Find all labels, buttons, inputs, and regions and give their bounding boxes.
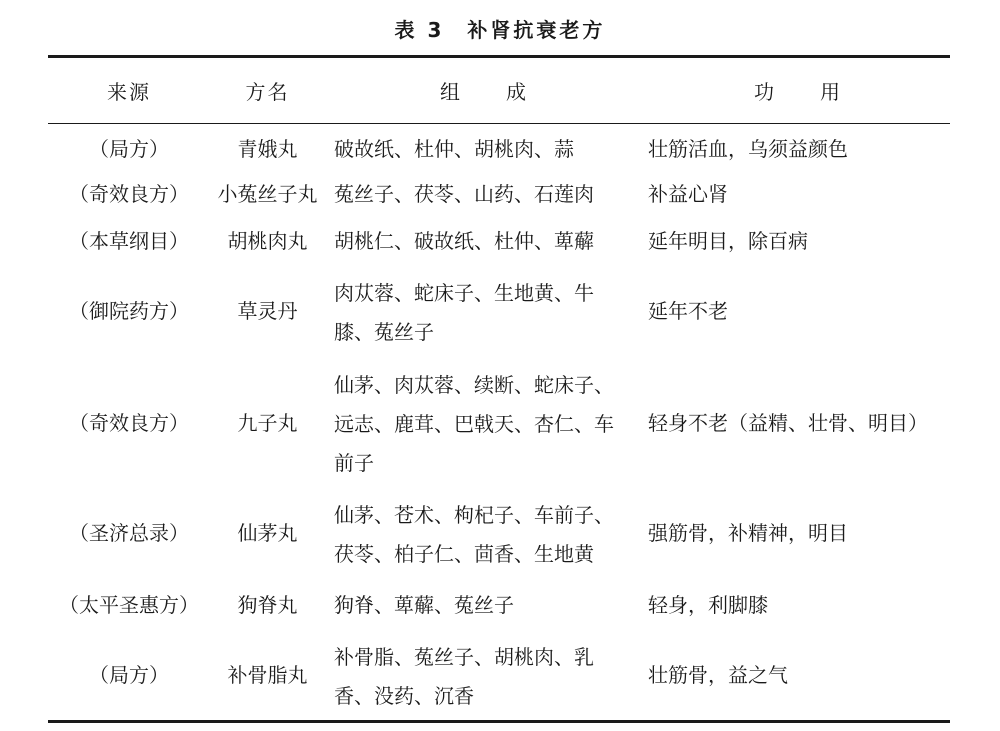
row-composition: [334, 638, 634, 716]
row-function: 轻身，利脚膝: [648, 593, 768, 617]
bottom-rule: [48, 720, 950, 723]
row-source: （御院药方）: [69, 299, 189, 323]
row-function: 补益心肾: [648, 182, 728, 206]
composition-line: 破故纸、杜仲、胡桃肉、蒜: [334, 137, 574, 161]
composition-line: 茯苓、柏子仁、茴香、生地黄: [334, 542, 594, 566]
row-composition: [334, 274, 634, 352]
composition-line: 前子: [334, 451, 374, 475]
composition-line: 远志、鹿茸、巴戟天、杏仁、车: [334, 412, 614, 436]
row-composition: [334, 496, 634, 574]
composition-line: 补骨脂、菟丝子、胡桃肉、乳: [334, 645, 594, 669]
row-source: （奇效良方）: [69, 182, 189, 206]
row-name: 胡桃肉丸: [227, 229, 308, 253]
row-name: 小菟丝子丸: [217, 182, 318, 206]
row-name: 补骨脂丸: [227, 663, 308, 687]
row-source: （圣济总录）: [69, 521, 189, 545]
row-function: 延年明目，除百病: [648, 229, 808, 253]
row-source: （局方）: [89, 137, 169, 161]
row-source: （奇效良方）: [69, 411, 189, 435]
composition-line: 胡桃仁、破故纸、杜仲、萆薢: [334, 229, 594, 253]
row-function: 强筋骨，补精神，明目: [648, 521, 848, 545]
top-rule: [48, 55, 950, 58]
row-composition: [334, 586, 634, 625]
row-source: （局方）: [89, 663, 169, 687]
header-name: 方名: [245, 80, 290, 104]
header-source: 来源: [107, 80, 151, 104]
row-source: （本草纲目）: [69, 229, 189, 253]
composition-line: 香、没药、沉香: [334, 684, 474, 708]
composition-line: 肉苁蓉、蛇床子、生地黄、牛: [334, 281, 594, 305]
header-composition: 组 成: [440, 80, 528, 104]
composition-line: 菟丝子、茯苓、山药、石莲肉: [334, 182, 594, 206]
row-composition: [334, 130, 634, 169]
composition-line: 膝、菟丝子: [334, 320, 434, 344]
header-function: 功 用: [754, 80, 842, 104]
composition-line: 仙茅、肉苁蓉、续断、蛇床子、: [334, 373, 614, 397]
row-name: 九子丸: [237, 411, 298, 435]
row-composition: [334, 175, 634, 214]
row-source: （太平圣惠方）: [59, 593, 199, 617]
row-composition: [334, 366, 634, 483]
row-name: 仙茅丸: [237, 521, 298, 545]
row-name: 草灵丹: [237, 299, 298, 323]
row-function: 壮筋骨，益之气: [648, 663, 788, 687]
row-function: 壮筋活血，乌须益颜色: [648, 137, 848, 161]
row-name: 狗脊丸: [237, 593, 298, 617]
header-rule: [48, 123, 950, 124]
table-title: 表 3 补肾抗衰老方: [394, 18, 606, 42]
row-function: 延年不老: [648, 299, 728, 323]
row-composition: [334, 222, 634, 261]
composition-line: 狗脊、萆薢、菟丝子: [334, 593, 514, 617]
composition-line: 仙茅、苍术、枸杞子、车前子、: [334, 503, 614, 527]
row-function: 轻身不老（益精、壮骨、明目）: [648, 411, 928, 435]
row-name: 青娥丸: [237, 137, 298, 161]
